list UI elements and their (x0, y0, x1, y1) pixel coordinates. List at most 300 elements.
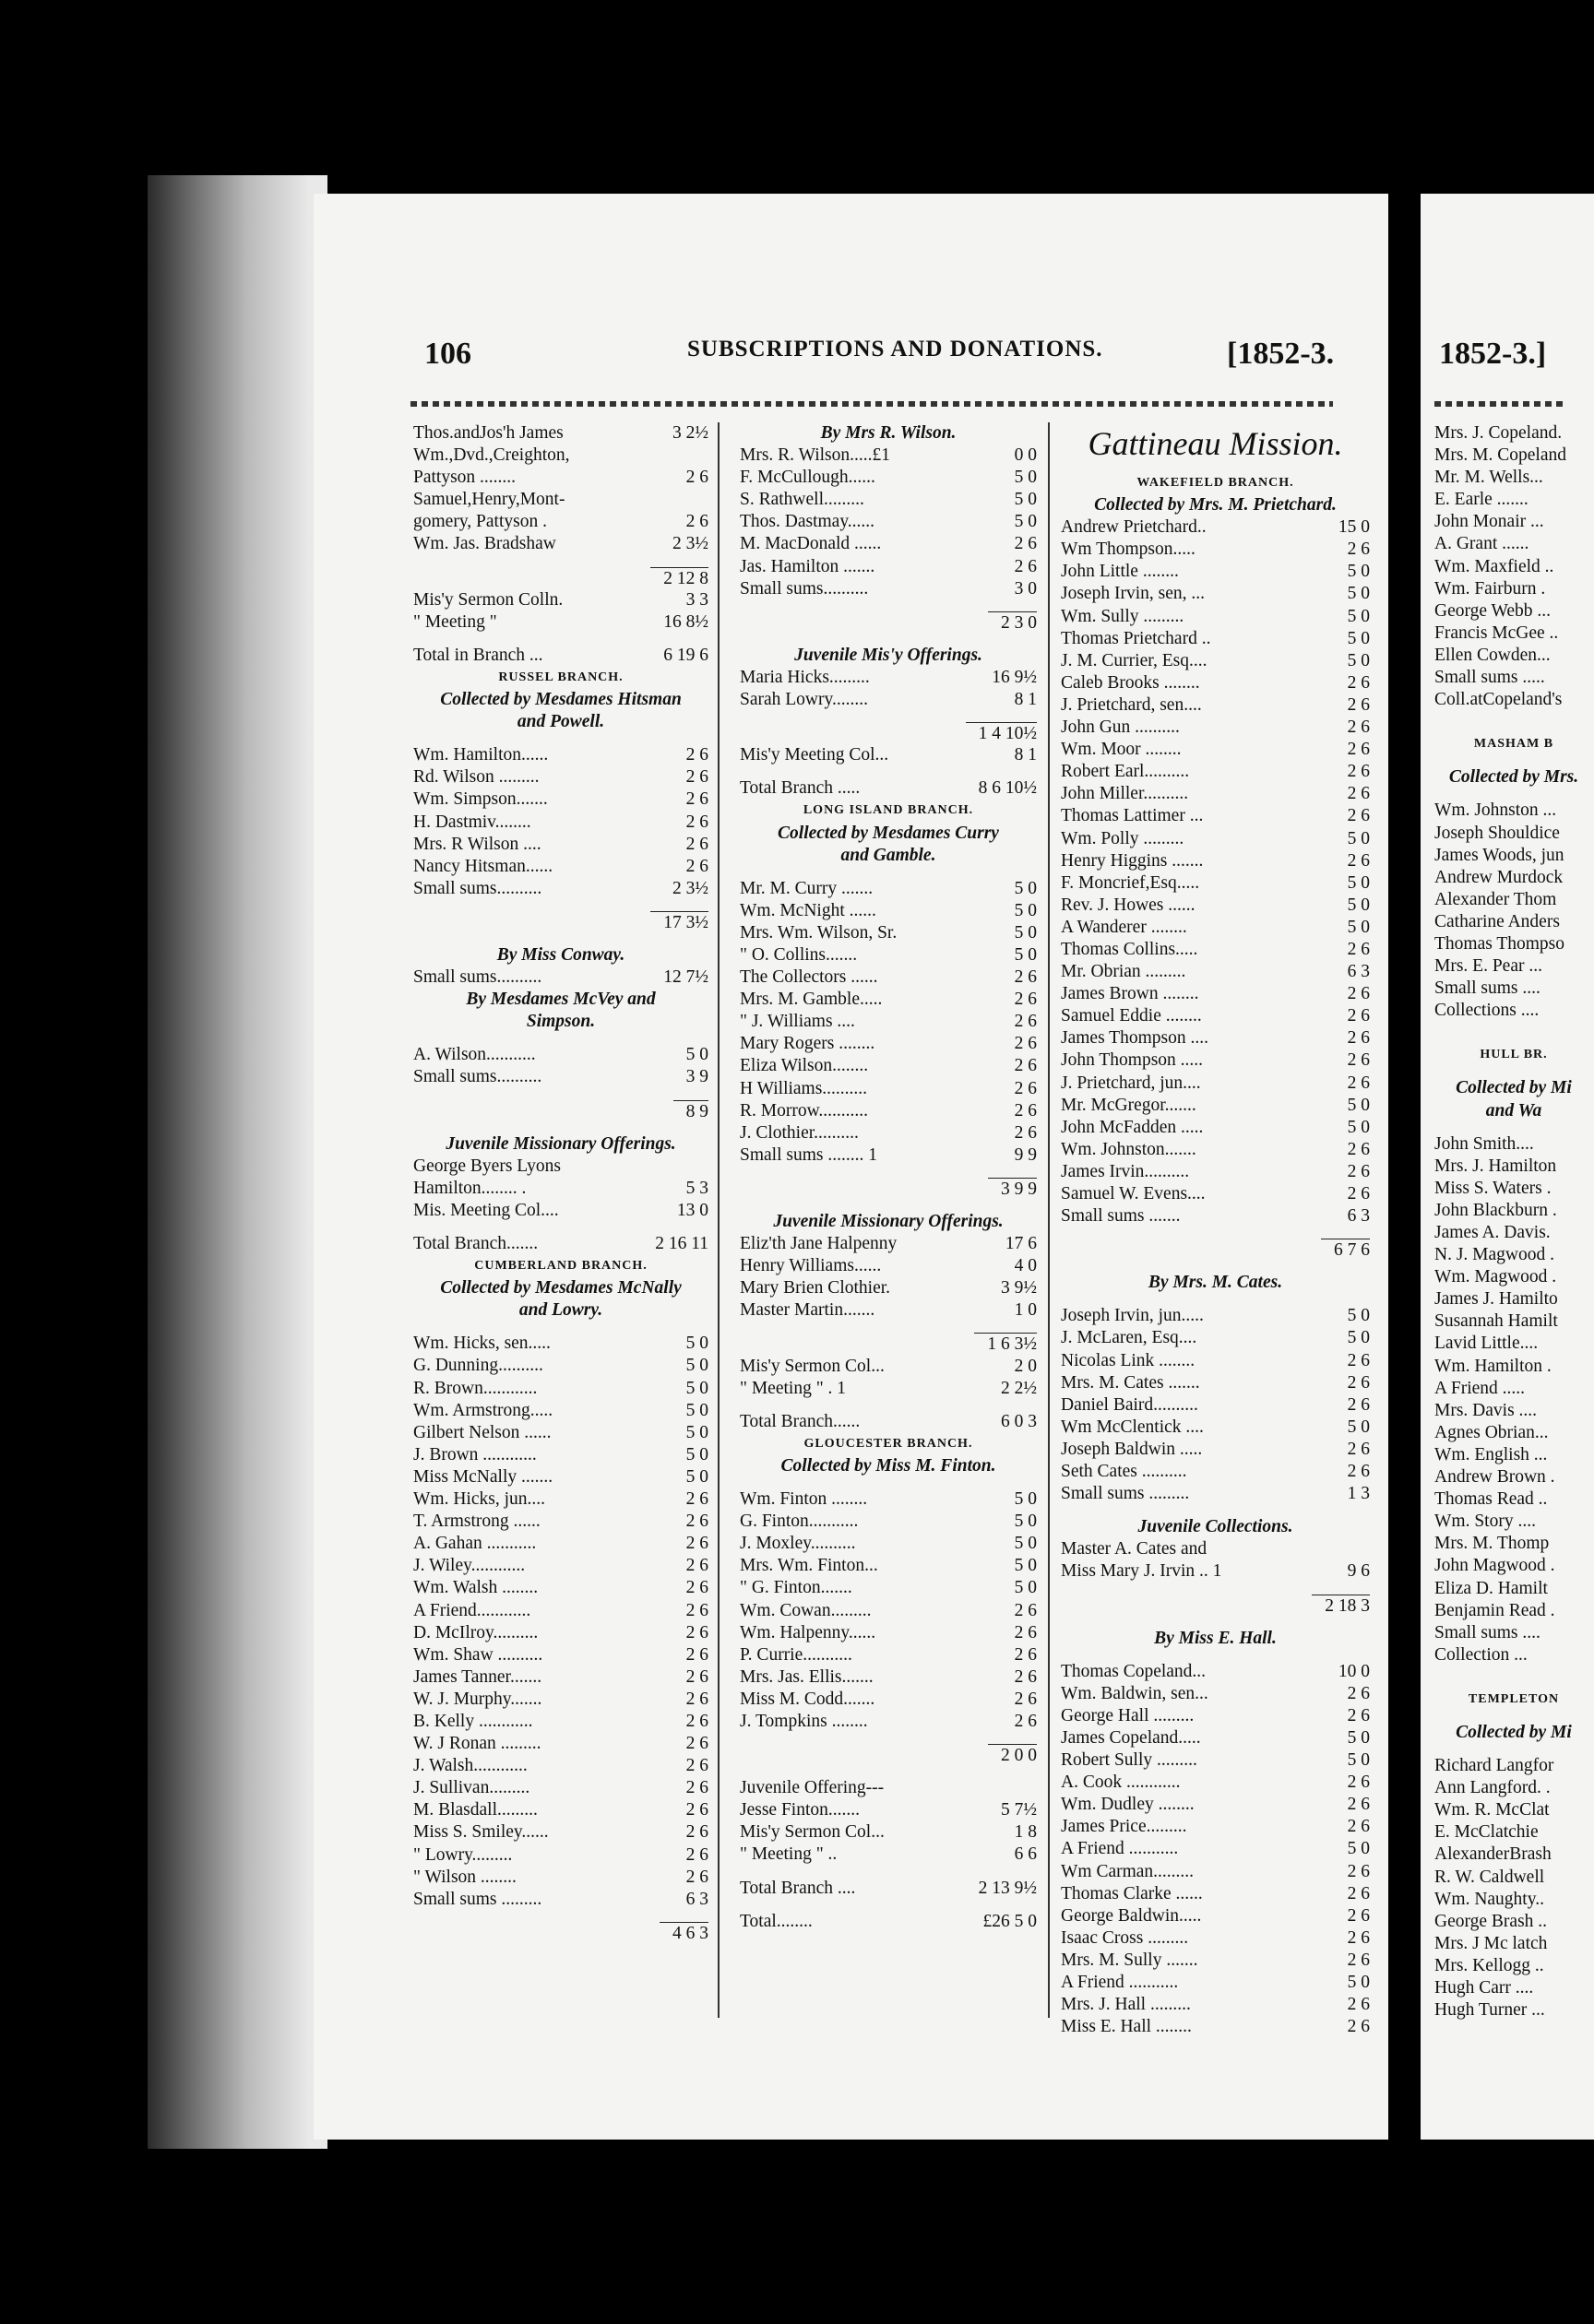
entry-row (413, 1355, 708, 1377)
entry-row (1061, 606, 1370, 628)
entry-name: Wm Thompson..... (1061, 540, 1196, 560)
entry-row (740, 556, 1037, 578)
entry-name: Collected by Mesdames Curry (778, 823, 999, 843)
entry-name: CUMBERLAND BRANCH. (474, 1259, 648, 1274)
entry-amount: 2 6 (1347, 984, 1370, 1004)
entry-name: James Irvin.......... (1061, 1161, 1190, 1181)
subtotal-row (740, 722, 1037, 744)
entry-name: Small sums ....... (1061, 1206, 1181, 1227)
spacer (413, 1222, 708, 1233)
entry-name: Mrs. M. Gamble..... (740, 990, 883, 1010)
entry-row (1434, 1244, 1593, 1266)
entry-amount: 5 7½ (1001, 1800, 1037, 1820)
entry-name: Wm. Hicks, sen..... (413, 1334, 551, 1354)
entry-amount: 2 6 (685, 1689, 708, 1709)
entry-row (1061, 917, 1370, 939)
entry-name: A. Gahan ........... (413, 1534, 537, 1554)
entry-row (1061, 1161, 1370, 1183)
entry-row (1434, 1422, 1593, 1444)
entry-amount: 5 0 (685, 1400, 708, 1420)
collector-heading (1434, 1100, 1593, 1122)
entry-row (1061, 1861, 1370, 1883)
entry-row (1061, 1183, 1370, 1205)
entry-name: Joseph Baldwin ..... (1061, 1439, 1203, 1459)
spacer (1061, 1505, 1370, 1516)
entry-name: Susannah Hamilt (1434, 1311, 1558, 1332)
entry-amount: 5 0 (1014, 512, 1037, 532)
spacer (740, 1900, 1037, 1911)
spacer (1061, 1227, 1370, 1239)
entry-row (1434, 1178, 1593, 1200)
entry-name: Mr. M. Wells... (1434, 468, 1543, 488)
entry-row (1434, 933, 1593, 955)
entry-row (740, 1911, 1037, 1933)
spacer (413, 634, 708, 645)
entry-name: Mary Brien Clothier. (740, 1278, 891, 1298)
entry-row (413, 589, 708, 611)
entry-row (1434, 1356, 1593, 1378)
entry-name: James Thompson .... (1061, 1028, 1208, 1049)
entry-name: James Woods, jun (1434, 845, 1564, 865)
entry-amount: 2 6 (1347, 806, 1370, 826)
entry-row (1434, 1444, 1593, 1466)
entry-row (1434, 800, 1593, 822)
entry-row (1434, 1488, 1593, 1511)
entry-row (413, 1666, 708, 1689)
entry-amount: 5 0 (1014, 1534, 1037, 1554)
spacer (413, 733, 708, 744)
entry-name: Joseph Irvin, sen, ... (1061, 584, 1205, 604)
entry-row (413, 1400, 708, 1422)
entry-row (1434, 1200, 1593, 1222)
entry-amount: 5 0 (1347, 1417, 1370, 1437)
entry-row (740, 1078, 1037, 1100)
spacer (740, 1733, 1037, 1744)
entry-name: J. Clothier.......... (740, 1122, 859, 1143)
entry-row (1434, 823, 1593, 845)
entry-amount: 2 6 (1347, 850, 1370, 871)
entry-row (1061, 539, 1370, 561)
entry-amount: 2 6 (1347, 540, 1370, 560)
entry-row (1434, 1310, 1593, 1333)
entry-row (740, 1100, 1037, 1122)
entry-name: A Wanderer ........ (1061, 917, 1187, 937)
page-title: SUBSCRIPTIONS AND DONATIONS. (687, 337, 1103, 362)
entry-amount: 2 6 (1014, 1666, 1037, 1687)
entry-amount: 5 0 (1014, 1489, 1037, 1510)
entry-row (413, 1200, 708, 1222)
entry-row (413, 878, 708, 900)
entry-name: Wm. Shaw .......... (413, 1644, 543, 1665)
entry-row (1061, 1005, 1370, 1027)
entry-row (1434, 445, 1593, 467)
entry-name: George Hall ......... (1061, 1705, 1195, 1725)
entry-name: HULL BR. (1480, 1048, 1548, 1062)
spacer (740, 600, 1037, 611)
entry-name: J. Tompkins ........ (740, 1711, 868, 1731)
entry-amount: 8 1 (1014, 745, 1037, 765)
entry-name: Mr. M. Curry ....... (740, 878, 874, 898)
subtotal-row (740, 1178, 1037, 1200)
book-page-edges (148, 175, 327, 2149)
entry-amount: 2 6 (1347, 939, 1370, 959)
entry-row (413, 1488, 708, 1511)
entry-row (1434, 1799, 1593, 1821)
spacer (413, 1033, 708, 1044)
entry-name: Mr. McGregor....... (1061, 1095, 1196, 1115)
entry-name: Robert Sully ......... (1061, 1750, 1197, 1771)
subtotal-row (413, 1100, 708, 1122)
entry-amount: 2 6 (1347, 1462, 1370, 1482)
entry-name: Mrs. J. Hamilton (1434, 1156, 1557, 1176)
entry-row (413, 1066, 708, 1088)
entry-amount: 2 6 (685, 1644, 708, 1665)
collector-heading (413, 1011, 708, 1033)
entry-row (413, 1444, 708, 1466)
entry-row (1434, 1644, 1593, 1666)
entry-amount: 2 6 (1347, 762, 1370, 782)
entry-name: Total Branch .... (740, 1878, 856, 1898)
entry-name: Thomas Collins..... (1061, 939, 1198, 959)
collector-heading (1061, 494, 1370, 516)
entry-name: Coll.atCopeland's (1434, 690, 1563, 710)
entry-row (740, 1799, 1037, 1821)
entry-row (413, 1533, 708, 1555)
entry-amount: 5 0 (1014, 922, 1037, 943)
entry-name: Wm. Dudley ........ (1061, 1795, 1195, 1815)
entry-name: and Wa (1485, 1100, 1542, 1120)
entry-amount: 3 9½ (1001, 1278, 1037, 1298)
entry-amount: 6 6 (1014, 1844, 1037, 1865)
entry-amount: 2 6 (685, 1600, 708, 1620)
entry-name: Wm. Simpson....... (413, 789, 548, 810)
entry-name: By Mrs R. Wilson. (820, 423, 957, 443)
entry-row (1434, 422, 1593, 445)
entry-name: Small sums.......... (413, 878, 542, 898)
entry-row (1061, 1073, 1370, 1095)
entry-amount: 5 0 (1014, 1578, 1037, 1598)
entry-amount: 2 6 (1347, 1006, 1370, 1026)
entry-amount: 5 0 (1014, 900, 1037, 920)
entry-amount: 2 6 (685, 1778, 708, 1798)
entry-name: Rev. J. Howes ...... (1061, 895, 1196, 915)
entry-name: John Little ........ (1061, 562, 1179, 582)
entry-row (1434, 1955, 1593, 1977)
header-rule (410, 401, 1333, 407)
entry-row (1061, 850, 1370, 872)
entry-name: G. Finton........... (740, 1512, 859, 1532)
entry-amount: 2 6 (1347, 1705, 1370, 1725)
entry-row (1434, 845, 1593, 867)
entry-name: E. Earle ....... (1434, 490, 1529, 510)
entry-amount: 5 0 (1347, 562, 1370, 582)
entry-amount: 5 0 (1347, 1095, 1370, 1115)
entry-row (413, 834, 708, 856)
entry-name: TEMPLETON (1468, 1691, 1560, 1706)
entry-amount: 8 6 10½ (978, 778, 1037, 799)
entry-row (413, 489, 708, 511)
entry-amount: 1 6 3½ (974, 1333, 1037, 1355)
entry-name: Collected by Mi (1456, 1078, 1572, 1098)
entry-name: and Powell. (517, 712, 605, 732)
entry-amount: 3 9 9 (988, 1178, 1037, 1200)
entry-row (740, 511, 1037, 533)
entry-amount: 2 6 (1014, 1600, 1037, 1620)
entry-name: Wm McClentick .... (1061, 1417, 1204, 1437)
entry-name: Juvenile Offering--- (740, 1778, 885, 1798)
spacer (413, 1122, 708, 1133)
entry-row (1061, 1661, 1370, 1683)
spacer (1061, 1261, 1370, 1272)
entry-row (1434, 1266, 1593, 1288)
entry-name: Thomas Lattimer ... (1061, 806, 1204, 826)
entry-amount: 2 6 (1014, 967, 1037, 988)
entry-row (740, 1255, 1037, 1277)
subtotal-row (413, 911, 708, 933)
entry-row (1434, 1133, 1593, 1156)
spacer (740, 867, 1037, 878)
entry-row (1061, 628, 1370, 650)
entry-name: Wm. Naughty.. (1434, 1889, 1544, 1909)
entry-row (413, 1755, 708, 1777)
entry-row (1061, 717, 1370, 739)
entry-row (740, 533, 1037, 555)
entry-row (1061, 694, 1370, 717)
entry-row (413, 1178, 708, 1200)
entry-name: John McFadden ..... (1061, 1117, 1204, 1137)
entry-name: B. Kelly ............ (413, 1711, 533, 1731)
entry-amount: 5 0 (1014, 944, 1037, 965)
entry-name: A Friend ........... (1061, 1839, 1179, 1859)
entry-name: R. W. Caldwell (1434, 1867, 1545, 1887)
entry-amount: 5 0 (1347, 628, 1370, 648)
entry-amount: 6 0 3 (1001, 1411, 1037, 1431)
entry-name: Agnes Obrian... (1434, 1422, 1549, 1442)
entry-name: James J. Hamilto (1434, 1289, 1558, 1310)
entry-amount: 2 6 (1014, 556, 1037, 576)
entry-row (413, 1600, 708, 1622)
entry-name: gomery, Pattyson . (413, 512, 547, 532)
entry-row (1434, 1533, 1593, 1555)
collector-heading (413, 1133, 708, 1156)
entry-name: Juvenile Collections. (1137, 1517, 1293, 1537)
entry-name: J. Prietchard, jun.... (1061, 1073, 1201, 1093)
entry-name: J. Sullivan......... (413, 1778, 530, 1798)
entry-row (1434, 1933, 1593, 1955)
entry-name: By Mrs. M. Cates. (1148, 1273, 1283, 1293)
entry-row (740, 1299, 1037, 1322)
entry-amount: 10 0 (1338, 1661, 1370, 1681)
entry-row (1434, 978, 1593, 1000)
entry-row (740, 777, 1037, 800)
entry-row (1434, 667, 1593, 689)
entry-name: LONG ISLAND BRANCH. (803, 803, 974, 818)
entry-amount: 2 6 (1347, 1161, 1370, 1181)
entry-amount: 2 6 (1347, 1028, 1370, 1049)
entry-amount: 5 0 (1347, 1973, 1370, 1992)
entry-name: Hamilton........ . (413, 1178, 527, 1198)
entry-row (1434, 1378, 1593, 1400)
entry-row (740, 744, 1037, 766)
entry-row (413, 1711, 708, 1733)
entry-amount: 2 6 (685, 1489, 708, 1510)
entry-name: Miss S. Waters . (1434, 1178, 1552, 1198)
entry-name: Wm. Sully ......... (1061, 606, 1184, 626)
entry-amount: 2 6 (1014, 1689, 1037, 1709)
entry-name: George Baldwin..... (1061, 1905, 1202, 1926)
entry-name: Gilbert Nelson ...... (413, 1422, 552, 1442)
entry-name: Mrs. Davis .... (1434, 1400, 1538, 1420)
section-heading (1434, 733, 1593, 755)
entry-name: Wm.,Dvd.,Creighton, (413, 445, 570, 466)
entry-row (413, 1233, 708, 1255)
entry-name: Eliza Wilson........ (740, 1056, 869, 1076)
entry-name: J. Brown ............ (413, 1444, 537, 1464)
entry-name: J. Wiley............ (413, 1556, 526, 1576)
entry-name: By Miss E. Hall. (1154, 1628, 1277, 1648)
subtotal-row (413, 567, 708, 589)
entry-row (740, 445, 1037, 467)
entry-amount: 2 6 (685, 1844, 708, 1865)
entry-row (413, 766, 708, 788)
entry-name: Collections .... (1434, 1001, 1540, 1021)
entry-amount: 5 0 (1014, 468, 1037, 488)
entry-name: Jas. Hamilton ....... (740, 556, 875, 576)
entry-name: Total in Branch ... (413, 645, 543, 665)
entry-amount: 2 6 (1347, 784, 1370, 804)
entry-amount: 5 0 (685, 1356, 708, 1376)
entry-amount: 5 0 (1014, 878, 1037, 898)
entry-name: N. J. Magwood . (1434, 1245, 1554, 1265)
entry-row (740, 467, 1037, 489)
entry-name: Miss Mary J. Irvin .. 1 (1061, 1561, 1222, 1582)
entry-name: Mrs. Wm. Finton... (740, 1556, 878, 1576)
entry-amount: 2 6 (1347, 1995, 1370, 2015)
entry-amount: 2 6 (685, 512, 708, 532)
spacer (1434, 1066, 1593, 1077)
entry-row (740, 1511, 1037, 1533)
spacer (740, 1477, 1037, 1488)
column-1 (413, 422, 708, 1944)
entry-row (1434, 1867, 1593, 1889)
entry-amount: 3 3 (685, 589, 708, 610)
entry-row (740, 1644, 1037, 1666)
entry-amount: 1 3 (1347, 1484, 1370, 1504)
entry-row (1061, 1838, 1370, 1860)
entry-name: A Friend............ (413, 1600, 531, 1620)
entry-amount: 5 0 (1347, 1750, 1370, 1771)
entry-amount: 2 6 (1347, 1817, 1370, 1837)
entry-row (740, 1233, 1037, 1255)
entry-row (1061, 1794, 1370, 1816)
entry-name: A. Cook ............ (1061, 1773, 1181, 1793)
entry-row (1061, 561, 1370, 583)
entry-amount: 9 9 (1014, 1144, 1037, 1165)
entry-row (740, 989, 1037, 1011)
entry-name: P. Currie........... (740, 1644, 852, 1665)
entry-amount: 2 6 (1347, 1883, 1370, 1903)
entry-amount: 2 6 (1347, 694, 1370, 715)
entry-row (1434, 622, 1593, 645)
entry-row (1434, 556, 1593, 578)
entry-name: Thomas Thompso (1434, 933, 1565, 954)
entry-amount: 5 0 (1014, 1556, 1037, 1576)
entry-name: Miss McNally ....... (413, 1466, 553, 1487)
entry-row (740, 1821, 1037, 1844)
entry-row (413, 422, 708, 445)
entry-name: Nicolas Link ........ (1061, 1350, 1196, 1370)
entry-row (740, 944, 1037, 966)
entry-name: Wm. Fairburn . (1434, 578, 1546, 599)
entry-name: Wm. English ... (1434, 1444, 1548, 1464)
entry-name: " Lowry......... (413, 1844, 513, 1865)
subtotal-row (1061, 1595, 1370, 1617)
entry-row (413, 1733, 708, 1755)
spacer (740, 634, 1037, 645)
entry-amount: 2 6 (685, 468, 708, 488)
spacer (1061, 1583, 1370, 1595)
entry-name: F. McCullough...... (740, 468, 875, 488)
section-heading (413, 667, 708, 689)
entry-row (1061, 1139, 1370, 1161)
entry-name: Joseph Irvin, jun..... (1061, 1306, 1204, 1326)
entry-amount: 2 6 (685, 1756, 708, 1776)
spacer (413, 556, 708, 567)
entry-amount: 2 6 (1014, 1056, 1037, 1076)
entry-row (740, 1600, 1037, 1622)
entry-name: Collected by Mi (1456, 1722, 1572, 1742)
entry-row (1434, 889, 1593, 911)
entry-name: Richard Langfor (1434, 1756, 1554, 1776)
subtotal-row (740, 1333, 1037, 1355)
entry-row (740, 1844, 1037, 1866)
entry-row (740, 1411, 1037, 1433)
entry-name: " Meeting " . 1 (740, 1378, 847, 1398)
entry-row (1061, 983, 1370, 1005)
entry-name: Benjamin Read . (1434, 1600, 1555, 1620)
entry-row (413, 1577, 708, 1599)
entry-row (740, 1356, 1037, 1378)
entry-name: Wm. Cowan......... (740, 1600, 872, 1620)
entry-row (740, 878, 1037, 900)
entry-amount: 2 6 (1014, 1122, 1037, 1143)
entry-amount: 5 0 (1347, 584, 1370, 604)
entry-name: Wm. McNight ...... (740, 900, 876, 920)
spacer (1434, 1022, 1593, 1033)
entry-row (1061, 1560, 1370, 1583)
entry-amount: 9 6 (1347, 1561, 1370, 1582)
entry-row (413, 1378, 708, 1400)
entry-name: Small sums ......... (1061, 1484, 1190, 1504)
entry-amount: 6 7 6 (1321, 1239, 1370, 1261)
entry-name: Lavid Little.... (1434, 1334, 1539, 1354)
entry-name: Collected by Mesdames McNally (440, 1278, 682, 1298)
entry-name: Wm. R. McClat (1434, 1800, 1550, 1820)
entry-row (1061, 672, 1370, 694)
entry-name: James Price......... (1061, 1817, 1187, 1837)
entry-row (413, 1821, 708, 1844)
entry-amount: 2 6 (1347, 1927, 1370, 1948)
entry-name: John Gun .......... (1061, 717, 1180, 738)
entry-name: Mr. Obrian ......... (1061, 962, 1186, 982)
entry-name: F. Moncrief,Esq..... (1061, 872, 1200, 893)
entry-row (1061, 872, 1370, 895)
entry-amount: 1 8 (1014, 1822, 1037, 1843)
spacer (413, 1911, 708, 1922)
entry-amount: 2 6 (1014, 1644, 1037, 1665)
entry-row (1061, 961, 1370, 983)
entry-name: " G. Finton....... (740, 1578, 852, 1598)
